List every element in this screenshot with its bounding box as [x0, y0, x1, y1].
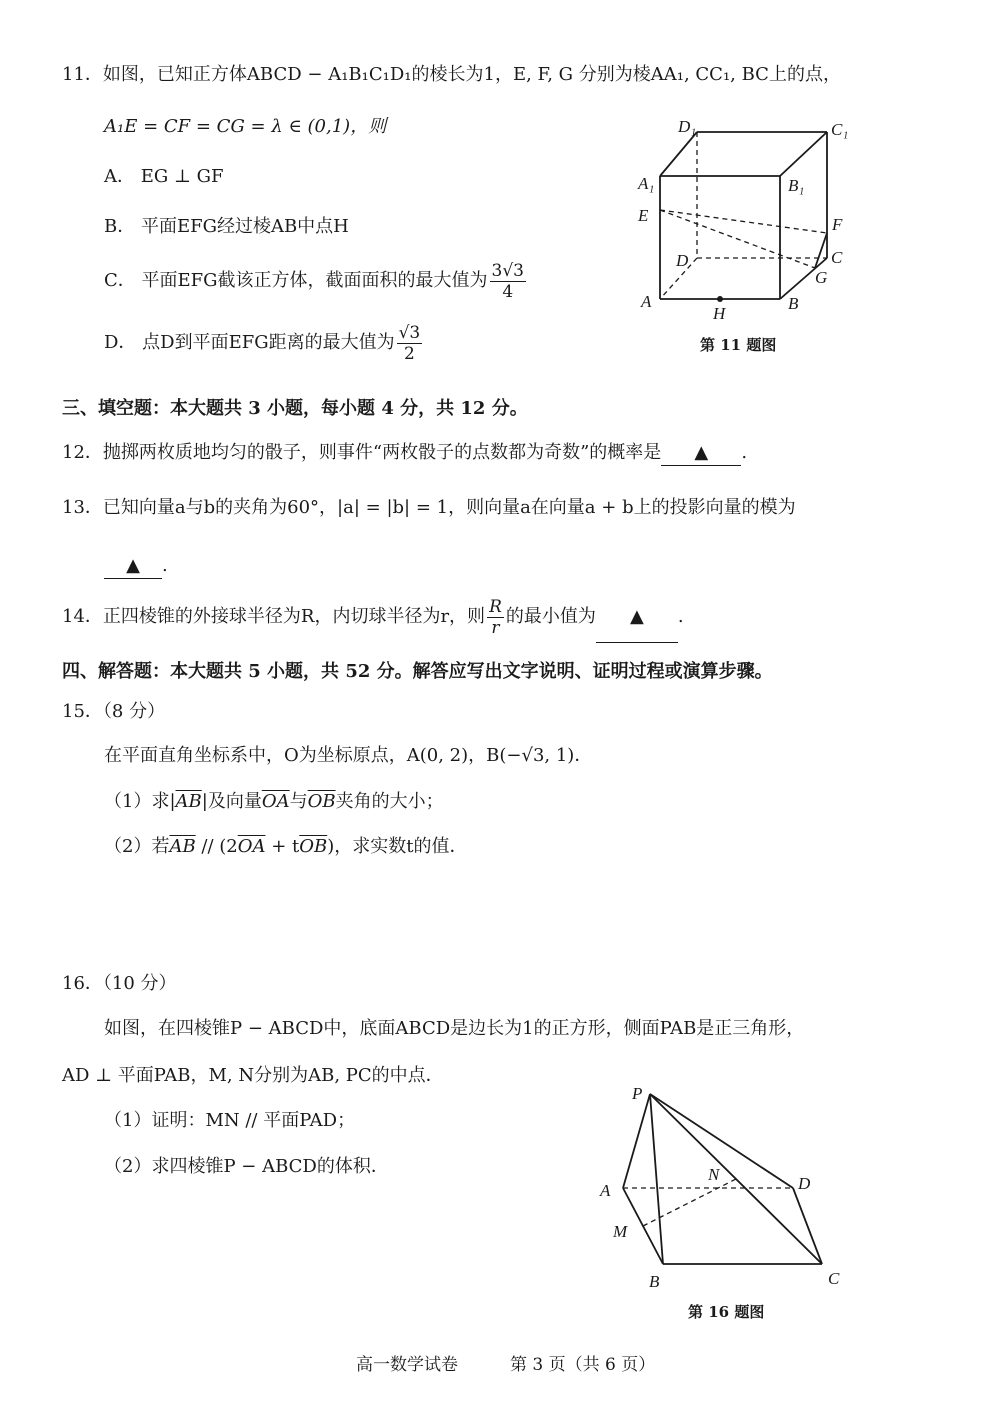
q11-option-b: B． 平面EFG经过棱AB中点H — [104, 216, 349, 237]
label-b1: B₁ — [788, 176, 805, 195]
q16-part2: （2）求四棱锥P − ABCD的体积． — [104, 1156, 389, 1177]
q15-part2-text-a: （2）若 — [104, 836, 170, 857]
label-a: A — [600, 1181, 611, 1200]
vector-oa-2: $\overline{OA}$ — [237, 836, 266, 857]
label-b: B — [649, 1272, 660, 1291]
q11-option-d-denominator: 2 — [404, 343, 415, 364]
q15-part2 — [104, 835, 468, 859]
q14 — [62, 592, 684, 643]
q14-suffix: 的最小值为 — [505, 606, 596, 627]
label-n: N — [708, 1165, 720, 1184]
label-c1: C₁ — [831, 120, 849, 139]
vector-ab: $\overline{AB}$ — [175, 791, 202, 812]
q11-option-d — [104, 318, 424, 368]
label-h: H — [713, 304, 726, 323]
label-a: A — [641, 292, 652, 311]
edge-pa — [623, 1094, 650, 1188]
q16-number: 16．（10 分） — [62, 973, 177, 994]
q15-part2-text-d: )，求实数t的值． — [327, 836, 468, 857]
q12-answer-blank: ▲ — [661, 441, 741, 466]
vector-oa: $\overline{OA}$ — [261, 791, 290, 812]
q11-option-d-fraction — [397, 323, 423, 364]
q14-answer-blank: ▲ — [596, 592, 678, 643]
q15-part1-text-a: （1）求| — [104, 791, 176, 812]
edge-c1b1 — [780, 132, 827, 176]
section3-heading: 三、填空题：本大题共 3 小题，每小题 4 分，共 12 分。 — [62, 398, 528, 419]
q14-denominator: r — [491, 617, 500, 638]
segment-ef — [660, 210, 827, 233]
label-d1: D₁ — [678, 117, 697, 136]
q11-option-c-fraction — [490, 261, 526, 302]
q15-stem: 在平面直角坐标系中，O为坐标原点，A(0, 2)，B(−√3, 1)． — [104, 745, 593, 766]
label-d: D — [798, 1174, 811, 1193]
vector-ab-2: $\overline{AB}$ — [169, 836, 196, 857]
vector-ob: $\overline{OB}$ — [307, 791, 336, 812]
q14-period: . — [677, 606, 684, 627]
edge-d1a1 — [660, 132, 697, 176]
q11-option-d-numerator: √3 — [398, 322, 421, 343]
q11-stem: 11．如图，已知正方体ABCD − A₁B₁C₁D₁的棱长为1，E, F, G 分别为棱AA₁, CC₁, BC上的点， — [62, 64, 841, 85]
edge-pd — [650, 1094, 793, 1188]
q15-part1-text-d: 夹角的大小； — [335, 791, 444, 812]
q15-number: 15．（8 分） — [62, 701, 166, 722]
q14-numerator: R — [489, 596, 502, 617]
q15-part2-text-c: + t — [265, 836, 300, 857]
q11-option-c-text: C． 平面EFG截该正方体，截面面积的最大值为 — [104, 270, 488, 291]
q12-period: . — [741, 442, 748, 463]
point-h — [717, 296, 723, 302]
edge-pc — [650, 1094, 822, 1264]
q11-option-d-text: D． 点D到平面EFG距离的最大值为 — [104, 332, 395, 353]
edge-cd — [793, 1188, 822, 1264]
label-g: G — [815, 268, 828, 287]
q15-part2-text-b: // (2 — [195, 836, 238, 857]
label-e: E — [638, 206, 649, 225]
label-c: C — [831, 248, 843, 267]
q12-text: 12．抛掷两枚质地均匀的骰子，则事件“两枚骰子的点数都为奇数”的概率是 — [62, 442, 662, 463]
q11-option-c — [104, 256, 528, 306]
label-m: M — [613, 1222, 628, 1241]
q13-text: 13．已知向量a与b的夹角为60°，|a| = |b| = 1，则向量a在向量a + b上的投影向量的模为 — [62, 497, 796, 518]
label-d: D — [676, 251, 689, 270]
footer-page-number: 第 3 页（共 6 页） — [510, 1355, 656, 1375]
cube-figure — [630, 112, 860, 327]
vector-ob-2: $\overline{OB}$ — [299, 836, 328, 857]
pyramid-figure — [595, 1078, 845, 1293]
q16-figure-caption: 第 16 题图 — [688, 1303, 765, 1321]
q11-option-c-denominator: 4 — [502, 281, 514, 302]
label-p: P — [632, 1084, 643, 1103]
q13-period: . — [162, 555, 168, 576]
q16-stem-line2: AD ⊥ 平面PAB，M, N分别为AB, PC的中点． — [62, 1065, 444, 1086]
q11-option-c-numerator: 3√3 — [491, 260, 524, 281]
q16-stem-line1: 如图，在四棱锥P − ABCD中，底面ABCD是边长为1的正方形，侧面PAB是正三角形， — [104, 1018, 805, 1039]
label-a1: A₁ — [638, 174, 655, 193]
q11-condition: A₁E = CF = CG = λ ∈ (0,1)，则 — [104, 116, 387, 137]
q14-fraction — [487, 597, 504, 638]
q15-part1-text-c: 与 — [289, 791, 308, 812]
footer-subject: 高一数学试卷 — [356, 1355, 458, 1375]
q13-answer-blank: ▲ — [104, 554, 162, 579]
label-f: F — [832, 215, 843, 234]
q11-option-a: A． EG ⊥ GF — [104, 166, 224, 187]
edge-pb — [650, 1094, 663, 1264]
q16-part1: （1）证明：MN // 平面PAD； — [104, 1110, 356, 1131]
label-b: B — [788, 294, 799, 313]
q12 — [62, 441, 747, 466]
q13-answer — [104, 554, 168, 579]
q15-part1 — [104, 790, 444, 814]
section4-heading: 四、解答题：本大题共 5 小题，共 52 分。解答应写出文字说明、证明过程或演算步骤。 — [62, 661, 773, 682]
q15-part1-text-b: |及向量 — [201, 791, 262, 812]
label-c: C — [828, 1269, 840, 1288]
q14-prefix: 14．正四棱锥的外接球半径为R，内切球半径为r，则 — [62, 606, 486, 627]
q11-figure-caption: 第 11 题图 — [700, 336, 777, 354]
